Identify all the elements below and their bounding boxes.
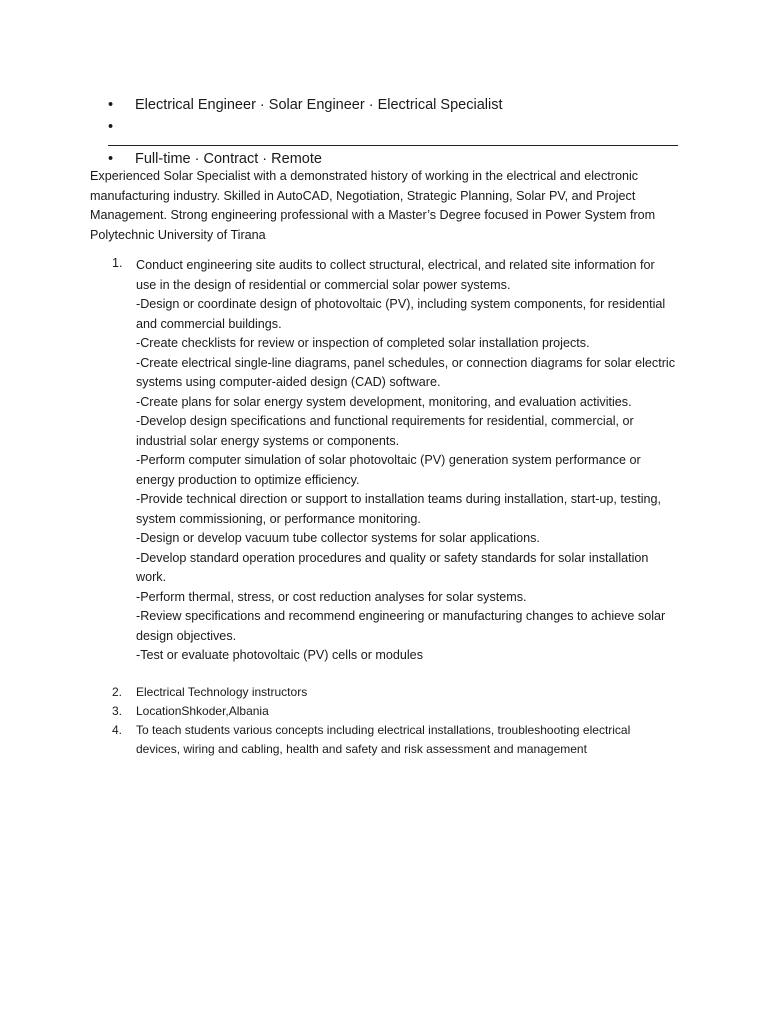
duty-line: -Create electrical single-line diagrams, panel schedules, or connection diagrams for solar electric systems using computer-aided design (CAD) software.: [136, 355, 675, 389]
item-text: LocationShkoder,Albania: [136, 704, 269, 718]
bullet-marker: •: [108, 97, 114, 113]
duty-line: -Create checklists for review or inspection of completed solar installation projects.: [136, 336, 590, 350]
duty-line: -Review specifications and recommend engineering or manufacturing changes to achieve solar design objectives.: [136, 609, 666, 643]
duty-line: -Test or evaluate photovoltaic (PV) cells or modules: [136, 648, 423, 662]
duty-line: -Perform thermal, stress, or cost reduction analyses for solar systems.: [136, 589, 527, 604]
job-titles-text: Electrical Engineer · Solar Engineer · Electrical Specialist: [135, 97, 503, 113]
item-lead-text: Conduct engineering site audits to collect structural, electrical, and related site information for use in the design of residential or commercial solar power systems.: [136, 258, 655, 292]
item-number: 2.: [112, 685, 123, 699]
duties-list: [136, 295, 676, 666]
bullet-marker: •: [108, 119, 114, 135]
bullet-marker: •: [108, 151, 114, 167]
duty-line: -Perform computer simulation of solar photovoltaic (PV) generation system performance or energy production to optimize efficiency.: [136, 453, 641, 487]
duty-line: -Develop design specifications and functional requirements for residential, commercial, or industrial solar energy systems or components.: [136, 414, 634, 448]
duty-line: -Design or coordinate design of photovoltaic (PV), including system components, for residential and commercial buildings.: [136, 297, 666, 331]
duty-line: -Create plans for solar energy system development, monitoring, and evaluation activities.: [136, 394, 632, 409]
item-text: Electrical Technology instructors: [136, 685, 308, 699]
item-text: To teach students various concepts including electrical installations, troubleshooting electrical devices, wiring and cabling, health and safety and risk assessment and management: [136, 723, 631, 756]
item-number: 4.: [112, 723, 123, 737]
duty-line: -Develop standard operation procedures and quality or safety standards for solar installation work.: [136, 550, 649, 584]
horizontal-divider: [108, 145, 678, 146]
duty-line: -Provide technical direction or support to installation teams during installation, start-up, testing, system commissioning, or performance monitoring.: [136, 492, 662, 526]
duty-line: -Design or develop vacuum tube collector systems for solar applications.: [136, 531, 540, 545]
employment-type-text: Full-time · Contract · Remote: [135, 151, 322, 167]
item-number: 1.: [112, 256, 123, 270]
professional-summary: Experienced Solar Specialist with a demonstrated history of working in the electrical and electronic manufacturing industry. Skilled in AutoCAD, Negotiation, Strategic Planning, Solar PV, and Project Management. Strong engineering professional with a Master’s Degree focused in Power System from Polytechnic University of Tirana: [90, 169, 656, 242]
item-number: 3.: [112, 704, 123, 718]
